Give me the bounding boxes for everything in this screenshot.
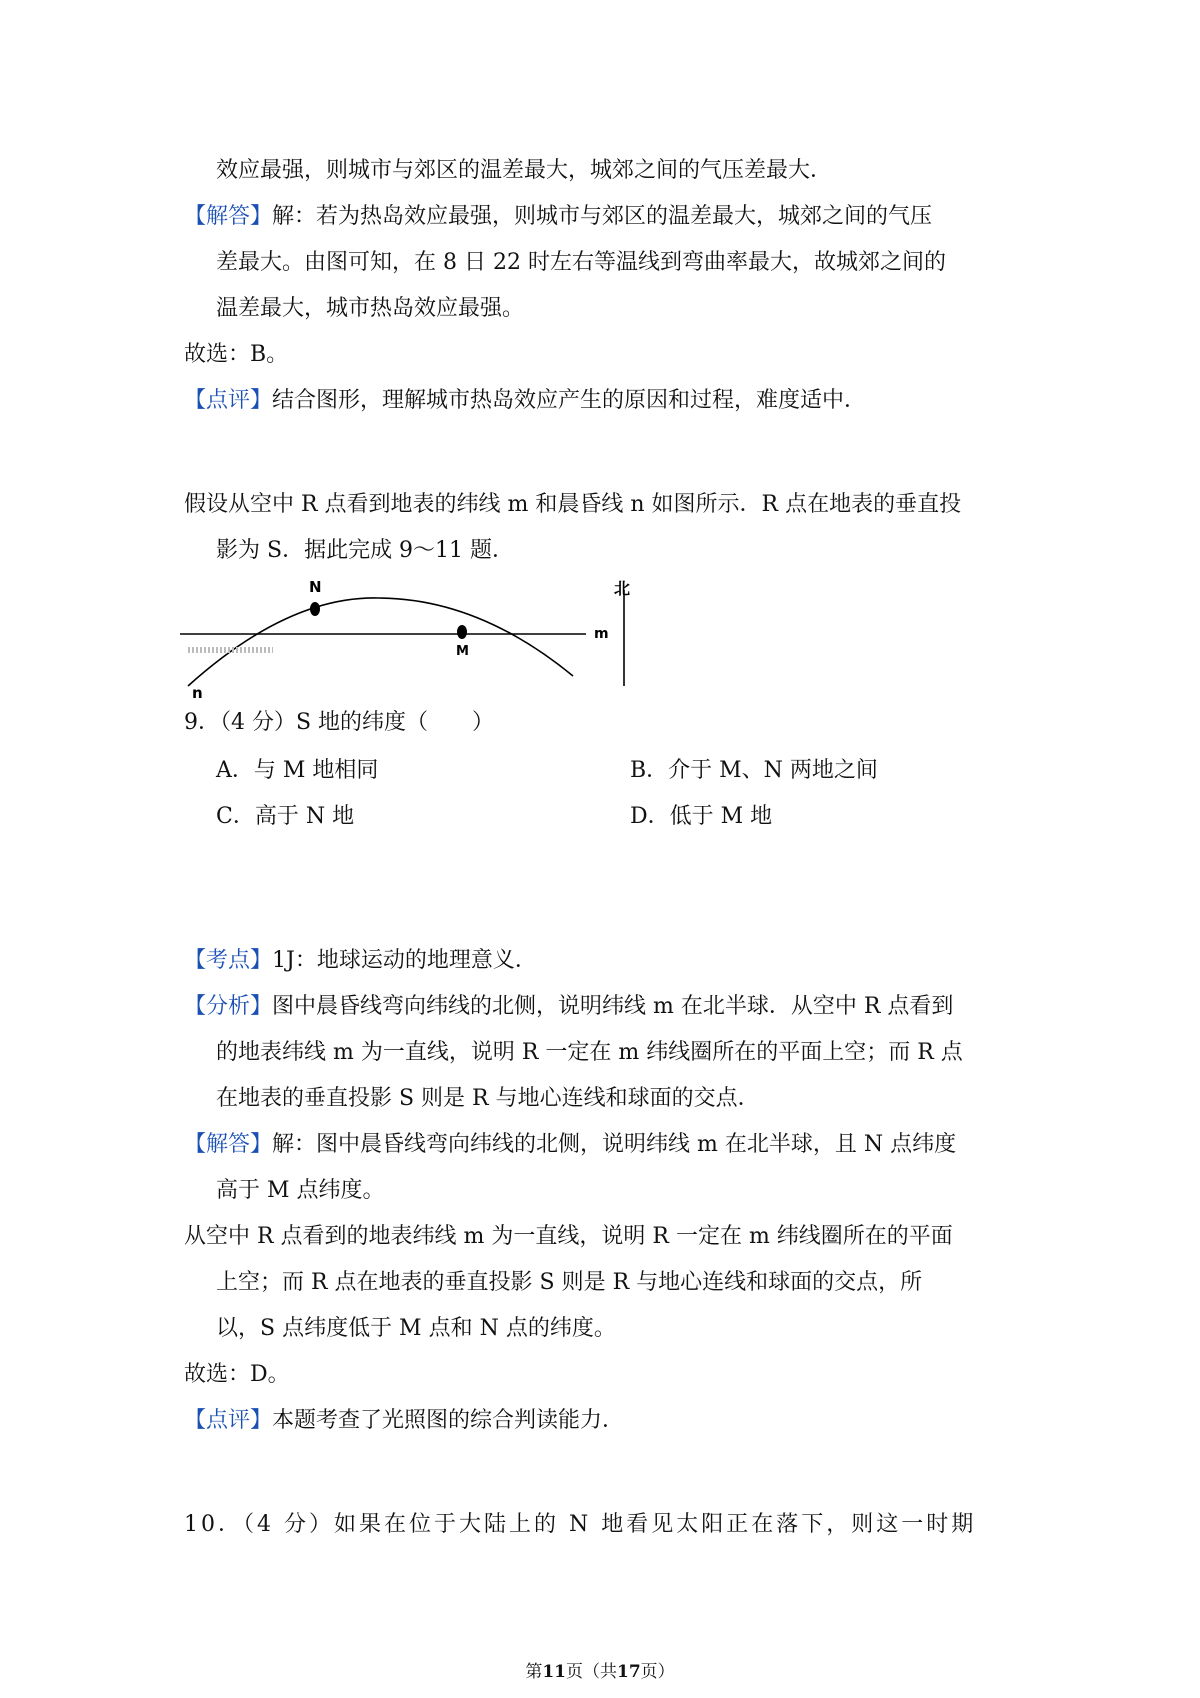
cont-line-1: 从空中 R 点看到的地表纬线 m 为一直线，说明 R 一定在 m 纬线圈所在的平面 [184,1224,953,1249]
footer-total-pages: 17 [617,1662,641,1682]
footer-prefix: 第 [525,1662,543,1682]
point-n-marker [310,602,320,616]
fenxi-line-1: 图中晨昏线弯向纬线的北侧，说明纬线 m 在北半球．从空中 R 点看到 [272,994,954,1019]
q9-option-b[interactable]: B．介于 M、N 两地之间 [630,758,878,783]
point-m-marker [457,625,467,639]
q9-option-a[interactable]: A．与 M 地相同 [216,758,379,783]
terminator-arc-n [188,598,573,686]
point-n-label: N [309,578,322,596]
footer-suffix: 页） [640,1662,675,1682]
intro-line-2: 影为 S．据此完成 9～11 题． [216,538,515,563]
jieda-line-1: 解：图中晨昏线弯向纬线的北侧，说明纬线 m 在北半球，且 N 点纬度 [272,1132,957,1157]
fenxi-line-3: 在地表的垂直投影 S 则是 R 与地心连线和球面的交点． [216,1086,760,1111]
terminator-latitude-figure [178,576,648,700]
answer-tag: 【解答】 [184,204,273,229]
point-m-label: M [456,644,469,659]
answer-line-1: 解：若为热岛效应最强，则城市与郊区的温差最大，城郊之间的气压 [272,204,933,229]
dianping-block [184,1406,624,1436]
footer-middle: 页（共 [566,1662,617,1682]
fenxi-line-2: 的地表纬线 m 为一直线，说明 R 一定在 m 纬线圈所在的平面上空；而 R 点 [216,1040,963,1065]
intro-line-1: 假设从空中 R 点看到地表的纬线 m 和晨昏线 n 如图所示．R 点在地表的垂直投 [184,492,962,517]
latitude-label-m: m [594,626,609,642]
answer-line-3: 温差最大，城市热岛效应最强。 [216,296,525,321]
page-footer [0,1660,1200,1684]
footer-page-number: 11 [542,1662,566,1682]
jieda-block [184,1130,956,1160]
q9-choice: 故选：D。 [184,1362,290,1387]
choice-text: 故选：B。 [184,342,289,367]
cont-line-3: 以，S 点纬度低于 M 点和 N 点的纬度。 [216,1316,616,1341]
north-label: 北 [614,579,631,598]
kaodian-text: 1J：地球运动的地理意义． [272,948,537,973]
kaodian-tag: 【考点】 [184,948,273,973]
kaodian-block [184,946,537,976]
fenxi-block [184,992,953,1022]
comment-text: 结合图形，理解城市热岛效应产生的原因和过程，难度适中． [272,388,867,413]
terminator-label-n: n [192,684,203,700]
q9-option-d[interactable]: D．低于 M 地 [630,804,773,829]
answer-line-2: 差最大。由图可知，在 8 日 22 时左右等温线到弯曲率最大，故城郊之间的 [216,250,946,275]
jieda-tag: 【解答】 [184,1132,273,1157]
dianping-tag: 【点评】 [184,1408,273,1433]
q10-stem: 10．（4 分）如果在位于大陆上的 N 地看见太阳正在落下，则这一时期 [184,1512,977,1537]
analysis-tail: 效应最强，则城市与郊区的温差最大，城郊之间的气压差最大． [216,158,833,183]
comment-tag: 【点评】 [184,388,273,413]
cont-line-2: 上空；而 R 点在地表的垂直投影 S 则是 R 与地心连线和球面的交点，所 [216,1270,923,1295]
q9-stem: 9．（4 分）S 地的纬度（ ） [184,710,495,735]
jieda-line-2: 高于 M 点纬度。 [216,1178,385,1203]
dianping-text: 本题考查了光照图的综合判读能力． [272,1408,625,1433]
answer-block [184,202,932,232]
fenxi-tag: 【分析】 [184,994,273,1019]
comment-block [184,386,866,416]
q9-option-c[interactable]: C．高于 N 地 [216,804,355,829]
